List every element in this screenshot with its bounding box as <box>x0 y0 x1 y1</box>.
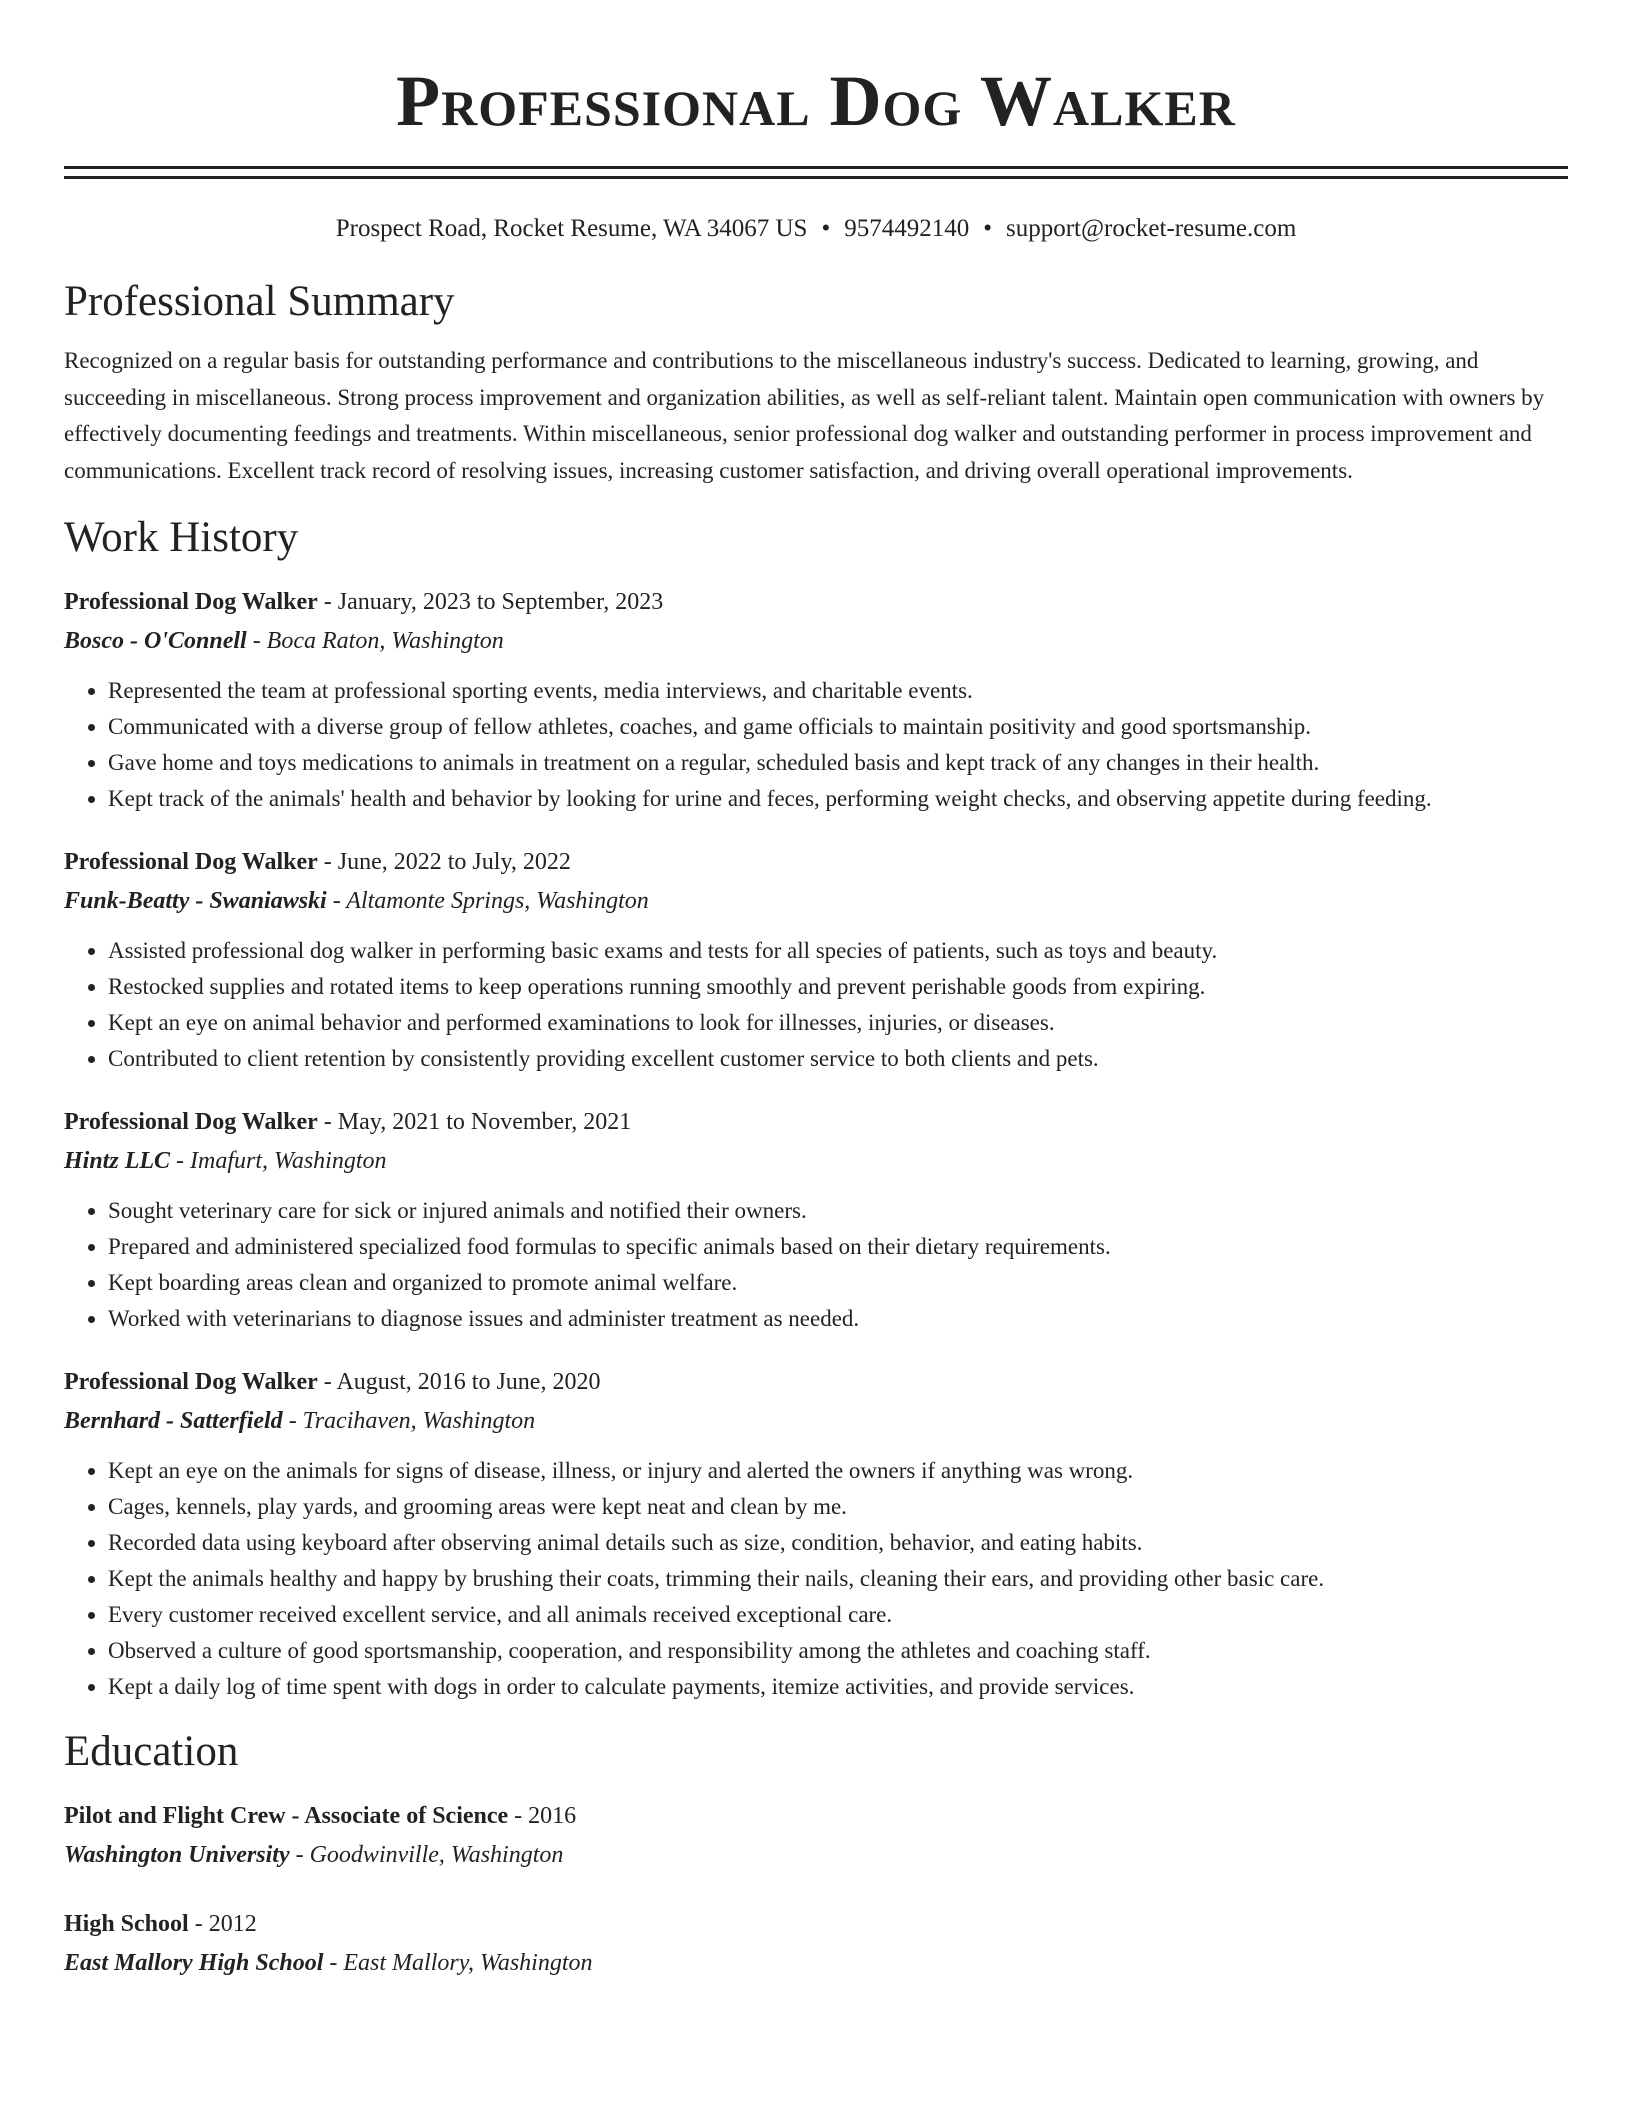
education-location: - East Mallory, Washington <box>323 1950 593 1976</box>
title-divider-thin <box>64 176 1568 179</box>
job-duty: • Kept an eye on the animals for signs of disease, illness, or injury and alerted the owners if anything was wrong. <box>108 1453 1568 1489</box>
job-duties-list <box>64 933 1568 1077</box>
education-degree: Pilot and Flight Crew - Associate of Science <box>64 1803 509 1829</box>
education-year: - 2016 <box>508 1803 577 1829</box>
job-entry <box>64 843 1568 1077</box>
job-duties-list <box>64 1193 1568 1337</box>
job-entry <box>64 1363 1568 1705</box>
job-title: Professional Dog Walker <box>64 849 318 875</box>
job-duties-list <box>64 673 1568 817</box>
job-duty: • Gave home and toys medications to animals in treatment on a regular, scheduled basis and kept track of any changes in their health. <box>108 745 1568 781</box>
job-duty: • Kept an eye on animal behavior and performed examinations to look for illnesses, injuries, or diseases. <box>108 1005 1568 1041</box>
education-school-line <box>64 1836 1568 1875</box>
job-duty: • Contributed to client retention by consistently providing excellent customer service to both clients and pets. <box>108 1041 1568 1077</box>
job-duty: • Communicated with a diverse group of fellow athletes, coaches, and game officials to maintain positivity and good sportsmanship. <box>108 709 1568 745</box>
job-entry <box>64 583 1568 817</box>
job-company-line <box>64 882 1568 921</box>
contact-line <box>64 213 1568 245</box>
education-entry <box>64 1797 1568 1875</box>
job-title-line <box>64 1363 1568 1402</box>
job-company: Bernhard - Satterfield <box>64 1408 283 1434</box>
education-degree-line <box>64 1905 1568 1944</box>
contact-address: Prospect Road, Rocket Resume, WA 34067 US <box>335 215 808 242</box>
job-title: Professional Dog Walker <box>64 589 318 615</box>
education-degree-line <box>64 1797 1568 1836</box>
job-duty: • Observed a culture of good sportsmanship, cooperation, and responsibility among the athletes and coaching staff. <box>108 1633 1568 1669</box>
job-company-line <box>64 1142 1568 1181</box>
job-duties-list <box>64 1453 1568 1705</box>
job-company-line <box>64 622 1568 661</box>
job-company: Bosco - O'Connell <box>64 628 247 654</box>
job-duty: • Restocked supplies and rotated items to keep operations running smoothly and prevent perishable goods from expiring. <box>108 969 1568 1005</box>
contact-separator: • <box>821 215 831 242</box>
education-year: - 2012 <box>188 1911 257 1937</box>
job-dates: - August, 2016 to June, 2020 <box>317 1369 601 1395</box>
job-location: - Tracihaven, Washington <box>282 1408 536 1434</box>
job-title-line <box>64 1103 1568 1142</box>
job-entry <box>64 1103 1568 1337</box>
job-duty: • Worked with veterinarians to diagnose issues and administer treatment as needed. <box>108 1301 1568 1337</box>
job-duty: • Assisted professional dog walker in performing basic exams and tests for all species of patients, such as toys and beauty. <box>108 933 1568 969</box>
job-location: - Imafurt, Washington <box>170 1148 387 1174</box>
job-duty: • Kept track of the animals' health and behavior by looking for urine and feces, performing weight checks, and observing appetite during feeding. <box>108 781 1568 817</box>
title-divider-thick <box>64 166 1568 169</box>
job-dates: - June, 2022 to July, 2022 <box>317 849 571 875</box>
job-company: Funk-Beatty - Swaniawski <box>64 888 327 914</box>
job-dates: - January, 2023 to September, 2023 <box>317 589 664 615</box>
section-heading-summary: Professional Summary <box>64 278 455 325</box>
education-school: East Mallory High School <box>64 1950 324 1976</box>
resume-title: Professional Dog Walker <box>396 61 1236 141</box>
job-title-line <box>64 843 1568 882</box>
job-duty: • Prepared and administered specialized food formulas to specific animals based on their dietary requirements. <box>108 1229 1568 1265</box>
contact-email: support@rocket-resume.com <box>1005 215 1297 242</box>
contact-phone: 9574492140 <box>844 215 970 242</box>
job-company-line <box>64 1402 1568 1441</box>
job-duty: • Every customer received excellent service, and all animals received exceptional care. <box>108 1597 1568 1633</box>
job-duty: • Recorded data using keyboard after observing animal details such as size, condition, behavior, and eating habits. <box>108 1525 1568 1561</box>
summary-text: Recognized on a regular basis for outstanding performance and contributions to the miscellaneous industry's success. Dedicated to learning, growing, and succeeding in miscellaneous. Strong process improvement and organization abilities, as well as self-reliant talent. Maintain open communication with owners by effectively documenting feedings and treatments. Within miscellaneous, senior professional dog walker and outstanding performer in process improvement and communications. Excellent track record of resolving issues, increasing customer satisfaction, and driving overall operational improvements. <box>64 348 1545 483</box>
job-location: - Altamonte Springs, Washington <box>326 888 649 914</box>
section-heading-education: Education <box>64 1728 239 1775</box>
job-duty: • Kept boarding areas clean and organized to promote animal welfare. <box>108 1265 1568 1301</box>
job-duty: • Kept a daily log of time spent with dogs in order to calculate payments, itemize activities, and provide services. <box>108 1669 1568 1705</box>
job-title: Professional Dog Walker <box>64 1369 318 1395</box>
education-location: - Goodwinville, Washington <box>289 1842 564 1868</box>
section-heading-work-history: Work History <box>64 514 299 561</box>
job-duty: • Sought veterinary care for sick or injured animals and notified their owners. <box>108 1193 1568 1229</box>
education-school-line <box>64 1944 1568 1983</box>
job-location: - Boca Raton, Washington <box>246 628 504 654</box>
job-duty: • Cages, kennels, play yards, and grooming areas were kept neat and clean by me. <box>108 1489 1568 1525</box>
job-duty: • Kept the animals healthy and happy by brushing their coats, trimming their nails, cleaning their ears, and providing other basic care. <box>108 1561 1568 1597</box>
job-company: Hintz LLC <box>64 1148 171 1174</box>
education-entry <box>64 1905 1568 1983</box>
job-title-line <box>64 583 1568 622</box>
job-duty: • Represented the team at professional sporting events, media interviews, and charitable events. <box>108 673 1568 709</box>
job-dates: - May, 2021 to November, 2021 <box>317 1109 632 1135</box>
education-school: Washington University <box>64 1842 290 1868</box>
contact-separator: • <box>983 215 992 242</box>
job-title: Professional Dog Walker <box>64 1109 318 1135</box>
education-degree: High School <box>64 1911 189 1937</box>
